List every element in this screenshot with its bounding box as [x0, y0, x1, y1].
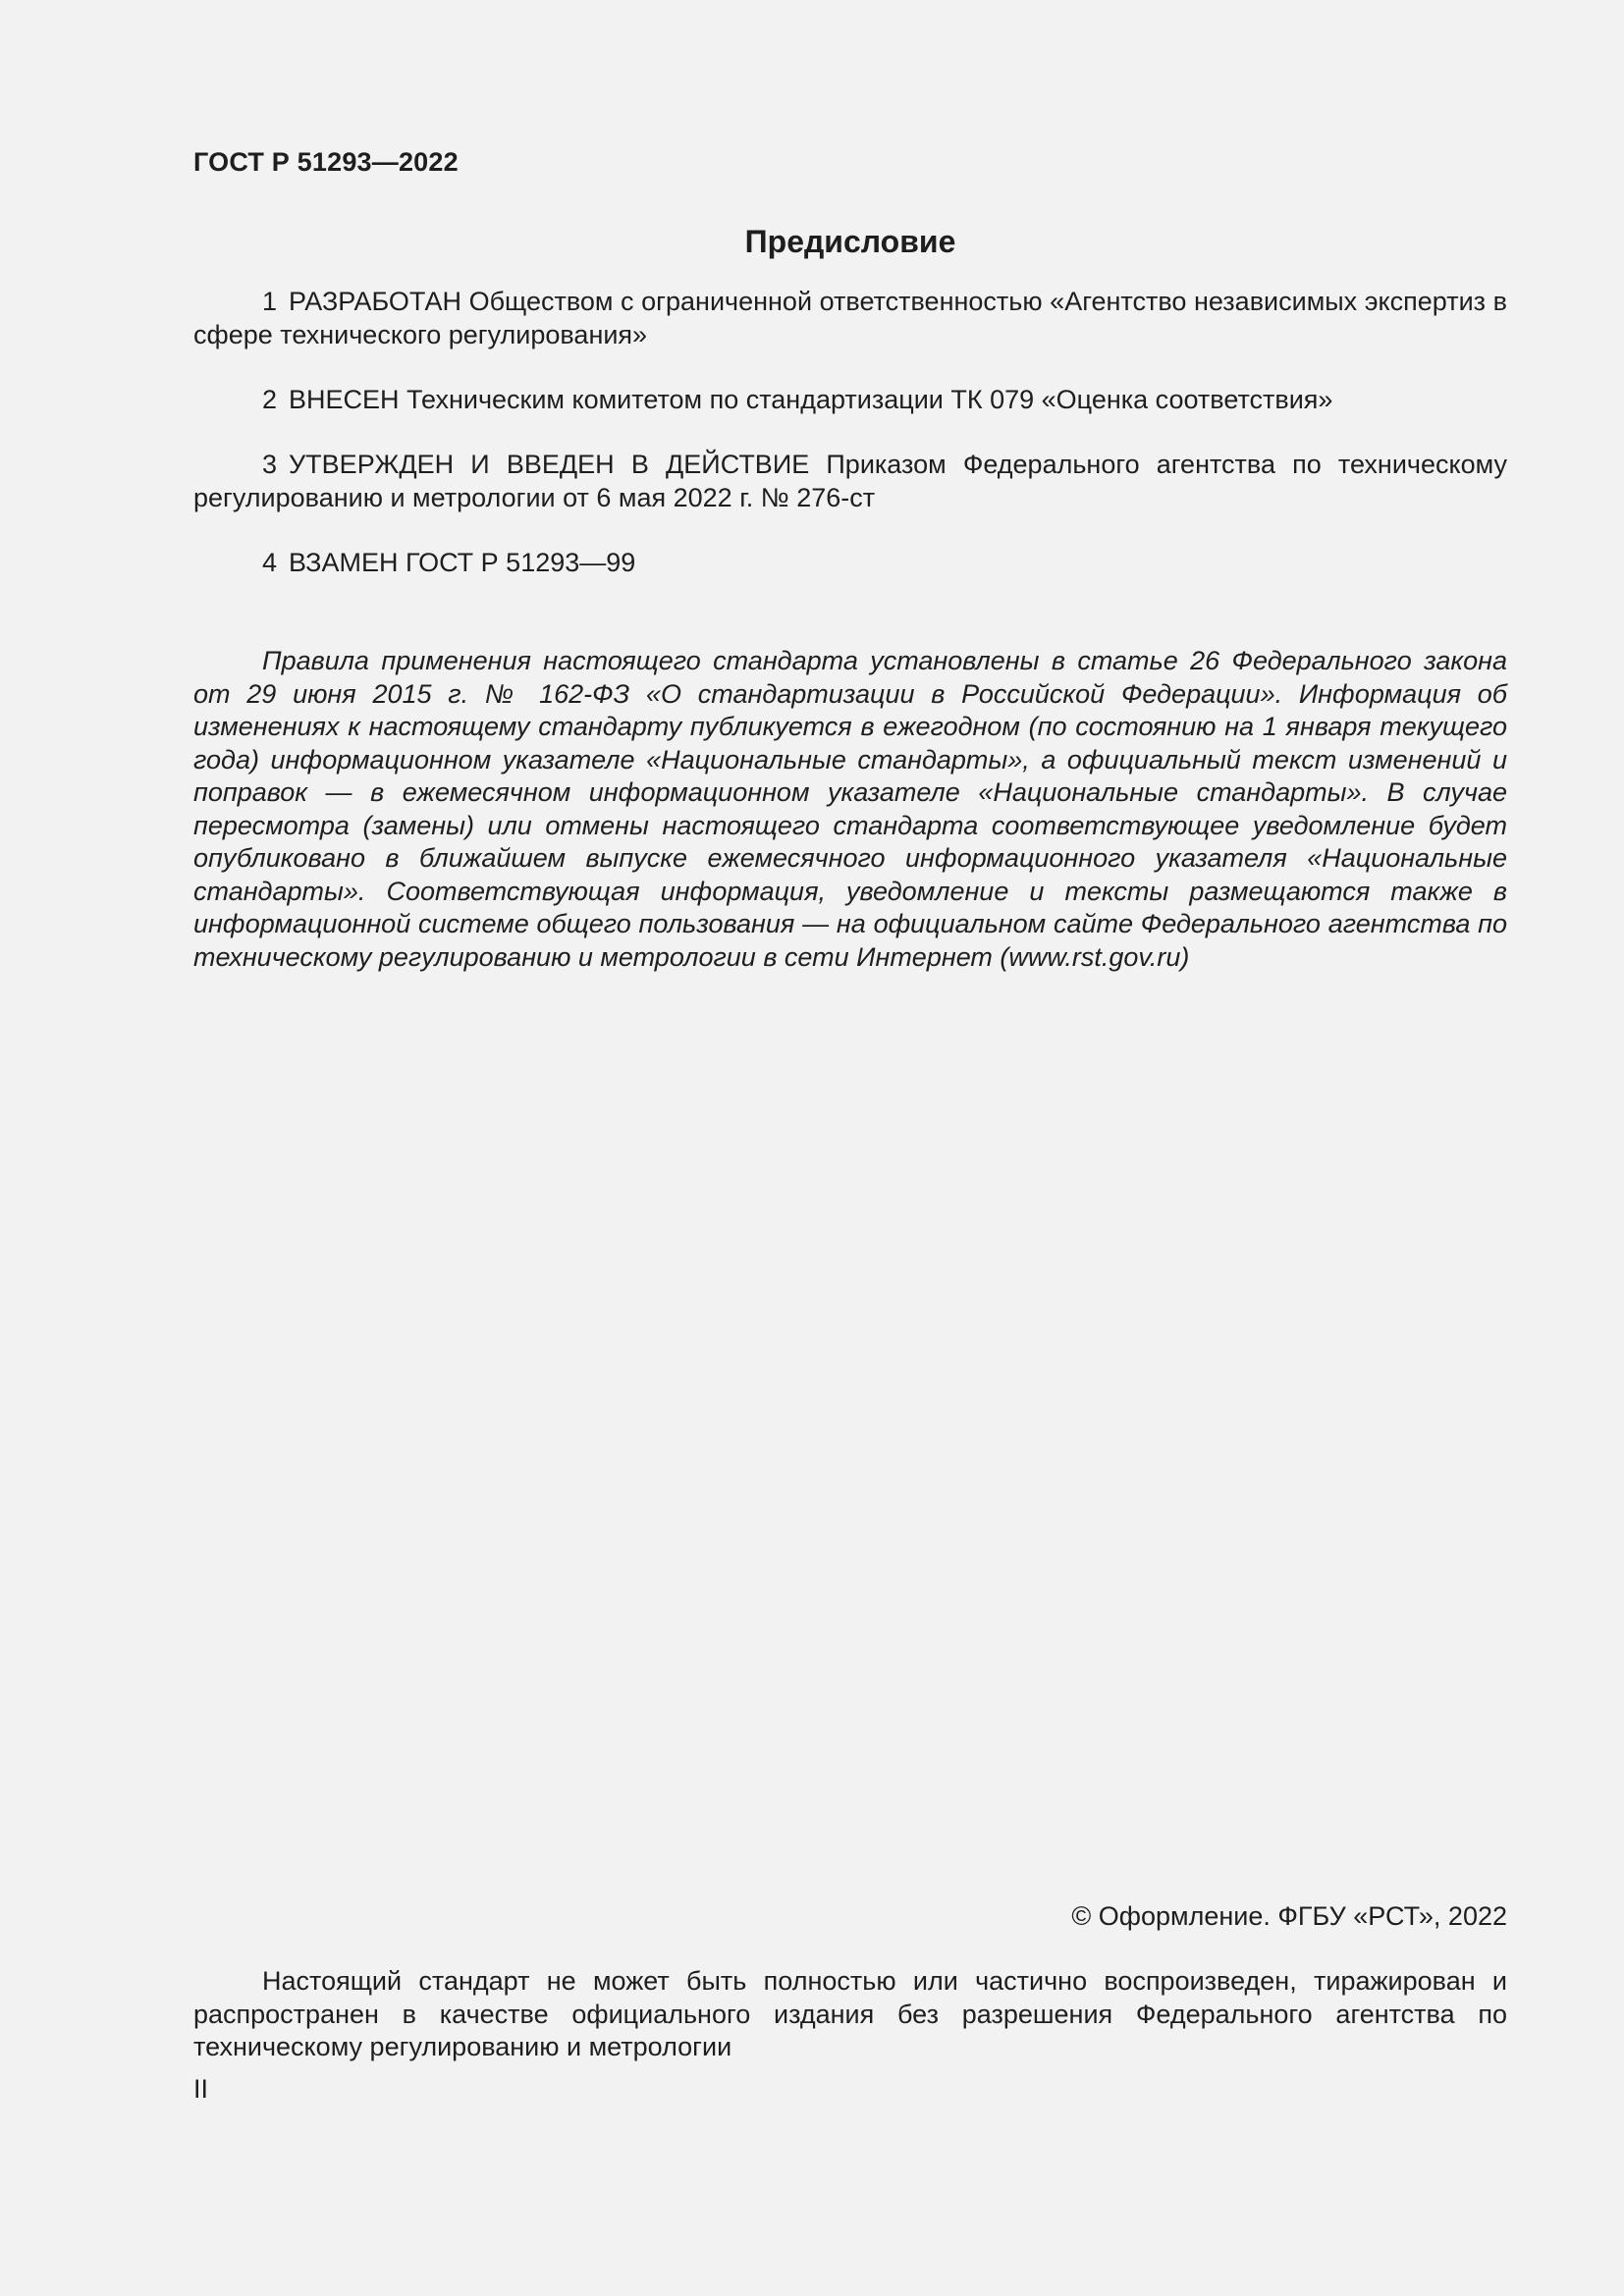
item-number: 4: [262, 548, 278, 577]
preface-item: [193, 383, 1507, 416]
copyright-notice: © Оформление. ФГБУ «РСТ», 2022: [1071, 1901, 1507, 1931]
preface-item: [193, 448, 1507, 514]
preface-item: [193, 546, 1507, 579]
page-number: II: [193, 2074, 209, 2104]
item-number: 2: [262, 385, 278, 414]
preface-item: [193, 285, 1507, 351]
item-text: ВЗАМЕН ГОСТ Р 51293—99: [289, 548, 636, 577]
item-text: ВНЕСЕН Техническим комитетом по стандартизации ТК 079 «Оценка соответствия»: [289, 385, 1333, 414]
item-text: УТВЕРЖДЕН И ВВЕДЕН В ДЕЙСТВИЕ Приказом Федерального агентства по техническому регулированию и метрологии от 6 мая 2022 г. № 276-ст: [193, 450, 1507, 512]
application-rules-notice: Правила применения настоящего стандарта установлены в статье 26 Федерального закона от 29 июня 2015 г. № 162-ФЗ «О стандартизации в Российской Федерации». Информация об изменениях к настоящему стандарту публикуется в ежегодном (по состоянию на 1 января текущего года) информационном указателе «Национальные стандарты», а официальный текст изменений и поправок — в ежемесячном информационном указателе «Национальные стандарты». В случае пересмотра (замены) или отмены настоящего стандарта соответствующее уведомление будет опубликовано в ближайшем выпуске ежемесячного информационного указателя «Национальные стандарты». Соответствующая информация, уведомление и тексты размещаются также в информационной системе общего пользования — на официальном сайте Федерального агентства по техническому регулированию и метрологии в сети Интернет (www.rst.gov.ru): [193, 646, 1507, 972]
section-title: Предисловие: [744, 224, 956, 259]
item-text: РАЗРАБОТАН Обществом с ограниченной ответственностью «Агентство независимых экспертиз в сфере технического регулирования»: [193, 287, 1507, 349]
document-code: ГОСТ Р 51293—2022: [193, 147, 459, 177]
item-number: 1: [262, 287, 278, 316]
document-page: [193, 0, 1507, 2296]
reproduction-disclaimer: Настоящий стандарт не может быть полностью или частично воспроизведен, тиражирован и распространен в качестве официального издания без разрешения Федерального агентства по техническому регулированию и метрологии: [193, 1966, 1507, 2061]
item-number: 3: [262, 450, 278, 479]
preface-items: [193, 285, 1507, 611]
